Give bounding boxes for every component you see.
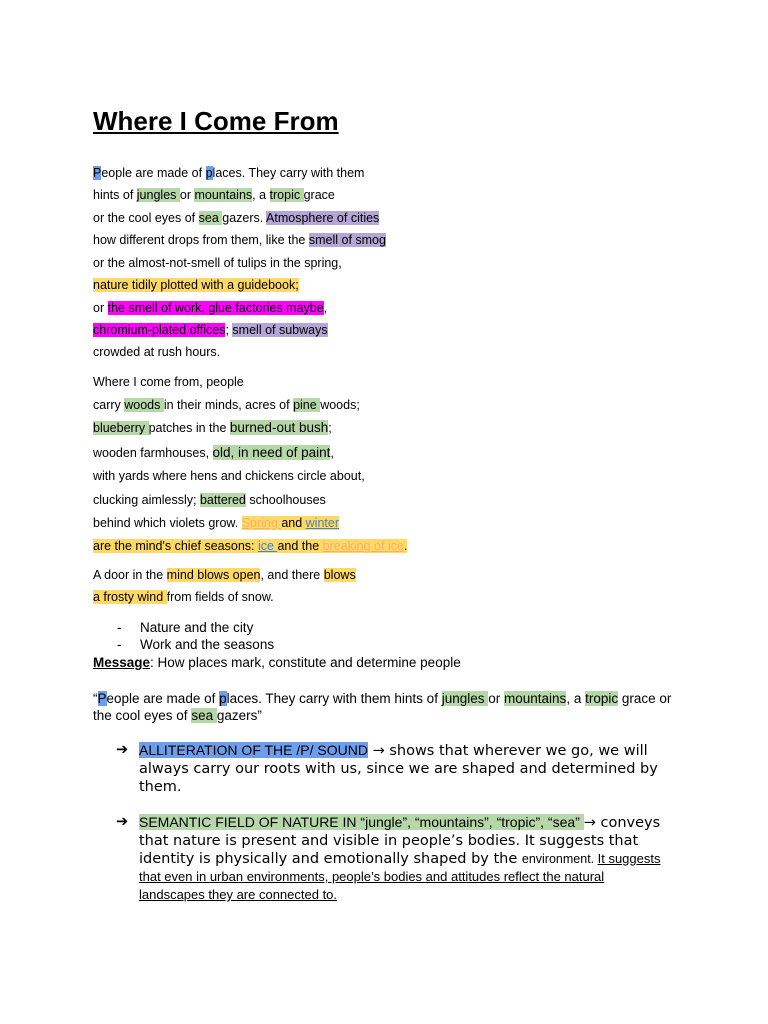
message-label: Message <box>93 655 151 670</box>
text: , and there <box>260 568 324 582</box>
highlight-green: blueberry <box>93 421 149 435</box>
text: in their minds, acres of <box>163 398 294 412</box>
text: eople are made of <box>101 166 206 180</box>
text: eople are made of <box>106 691 220 706</box>
poem-line-13 <box>93 445 334 461</box>
theme-text: Nature and the city <box>140 620 254 635</box>
text: → conveys that nature is present and visible in people’s bodies. It suggests that identity is physically and emotionally shaped by the <box>139 815 661 867</box>
message-line <box>93 655 461 671</box>
highlight-green: old, in need of paint <box>212 445 331 460</box>
arrow-bullet-icon: ➔ <box>116 814 129 830</box>
text: how different drops from them, like the <box>93 233 309 247</box>
poem-line-10: Where I come from, people <box>93 375 244 389</box>
text: or <box>179 188 195 202</box>
poem-line-17 <box>93 538 407 554</box>
poem-line-19 <box>93 589 274 605</box>
text: or <box>93 301 108 315</box>
dash-bullet: - <box>117 637 122 652</box>
text: A door in the <box>93 568 167 582</box>
poem-line-8 <box>93 322 328 338</box>
text: schoolhouses <box>245 493 326 507</box>
text: ; <box>328 421 332 435</box>
highlight-yellow: are the mind's chief seasons: <box>93 539 258 553</box>
text: behind which violets grow. <box>93 516 242 530</box>
highlight-purple: smell of subways <box>232 323 328 337</box>
highlight-purple: Atmosphere of cities <box>266 211 380 225</box>
text: gazers” <box>216 708 262 723</box>
quote-block <box>93 690 673 724</box>
highlight-yellow: and <box>281 516 306 530</box>
highlight-yellow: nature tidily plotted with a guidebook; <box>93 278 299 292</box>
text: ; <box>225 323 233 337</box>
highlight-yellow: winter <box>305 516 339 530</box>
highlight-blue: P <box>97 691 107 706</box>
analysis-text <box>139 741 669 796</box>
highlight-green: jungles <box>441 691 489 706</box>
highlight-yellow: and the <box>277 539 323 553</box>
text: clucking aimlessly; <box>93 493 200 507</box>
text: gazers. <box>222 211 267 225</box>
underlined-text: It suggests that even in urban environments, people’s bodies and attitudes reflect the natural landscapes they are connected to. <box>139 851 661 902</box>
poem-line-12 <box>93 420 332 436</box>
text: laces. They carry with them hints of <box>226 691 442 706</box>
poem-line-18 <box>93 567 356 583</box>
poem-line-1 <box>93 165 364 181</box>
text: environment. <box>521 852 598 866</box>
highlight-blue: p <box>219 691 227 706</box>
highlight-yellow: a frosty wind <box>93 590 167 604</box>
poem-line-9: crowded at rush hours. <box>93 345 221 359</box>
text: woods; <box>320 398 360 412</box>
poem-line-5: or the almost-not-smell of tulips in the spring, <box>93 256 342 270</box>
highlight-blue: p <box>205 166 213 180</box>
poem-line-15 <box>93 492 326 508</box>
text: → shows that wherever we go, we will always carry our roots with us, since we are shaped and determined by them. <box>139 743 658 795</box>
text: or <box>488 691 505 706</box>
highlight-green: battered <box>199 493 246 507</box>
text: , <box>323 301 328 315</box>
text: grace <box>303 188 335 202</box>
highlight-green: mountains <box>194 188 253 202</box>
text: “ <box>93 691 98 706</box>
poem-line-6 <box>93 277 299 293</box>
dash-bullet: - <box>117 620 122 635</box>
poem-line-14: with yards where hens and chickens circle about, <box>93 469 365 483</box>
highlight-green: tropic <box>269 188 304 202</box>
page-title: Where I Come From <box>93 106 339 136</box>
highlight-green: SEMANTIC FIELD OF NATURE IN “jungle”, “mountains”, “tropic”, “sea” <box>139 814 584 830</box>
highlight-green: tropic <box>585 691 619 706</box>
poem-line-3 <box>93 210 379 226</box>
highlight-magenta: the smell of work, glue factories maybe <box>107 301 324 315</box>
poem-line-4 <box>93 232 386 248</box>
text: patches in the <box>148 421 230 435</box>
analysis-text <box>139 813 669 904</box>
highlight-yellow: . <box>403 539 408 553</box>
highlight-yellow: mind blows open <box>166 568 261 582</box>
text: wooden farmhouses, <box>93 446 213 460</box>
highlight-blue: P <box>93 166 102 180</box>
highlight-green: mountains <box>504 691 567 706</box>
highlight-green: woods <box>124 398 164 412</box>
highlight-purple: smell of smog <box>308 233 386 247</box>
message-text: : How places mark, constitute and determine people <box>150 655 461 670</box>
highlight-green: bush <box>298 420 329 435</box>
highlight-green: burned-out <box>229 420 299 435</box>
poem-line-16 <box>93 515 339 531</box>
poem-line-7 <box>93 300 327 316</box>
poem-line-2 <box>93 187 335 203</box>
highlight-yellow: Spring <box>241 516 282 530</box>
arrow-bullet-icon: ➔ <box>116 742 129 758</box>
highlight-green: pine <box>293 398 321 412</box>
text: grace or the cool eyes of <box>93 691 672 723</box>
theme-text: Work and the seasons <box>140 637 275 652</box>
text: laces. They carry with them <box>212 166 365 180</box>
text: or the cool eyes of <box>93 211 199 225</box>
poem-line-11 <box>93 397 360 413</box>
text: from fields of snow. <box>166 590 274 604</box>
highlight-yellow: ice <box>257 539 278 553</box>
text: , <box>330 446 334 460</box>
highlight-green: sea <box>191 708 217 723</box>
highlight-magenta: chromium-plated offices <box>93 323 226 337</box>
highlight-blue: ALLITERATION OF THE /P/ SOUND <box>139 742 368 758</box>
highlight-yellow: blows <box>323 568 356 582</box>
highlight-green: sea <box>198 211 223 225</box>
text: carry <box>93 398 125 412</box>
text: , a <box>252 188 270 202</box>
text: hints of <box>93 188 137 202</box>
highlight-green: jungles <box>136 188 180 202</box>
highlight-yellow: breaking of ice <box>322 539 404 553</box>
text: , a <box>566 691 586 706</box>
